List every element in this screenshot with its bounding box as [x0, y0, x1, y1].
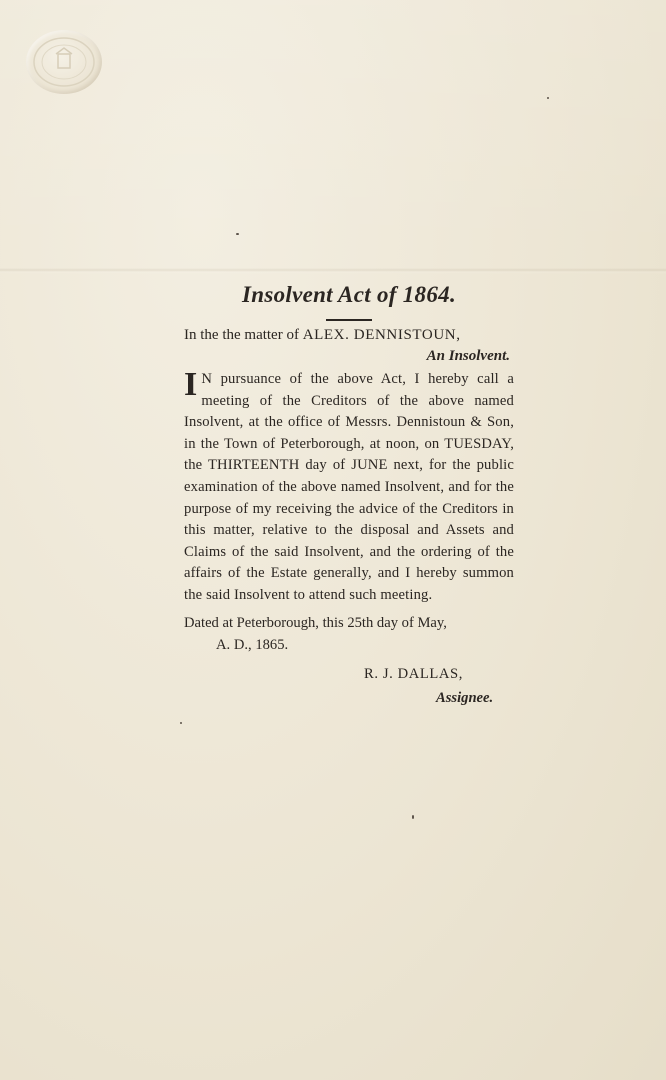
matter-line: [184, 326, 514, 345]
insolvency-notice: [184, 282, 514, 709]
dated-line: Dated at Peterborough, this 25th day of May,: [184, 614, 447, 631]
title-divider: [326, 319, 372, 321]
signatory-name: R. J. DALLAS,: [364, 665, 464, 682]
embossed-seal: [26, 30, 102, 94]
paper-speck: [236, 233, 239, 235]
insolvent-label: An Insolvent.: [426, 348, 510, 364]
paper-speck: [547, 97, 549, 99]
seal-emblem-icon: [26, 30, 102, 94]
notice-title: Insolvent Act of 1864.: [241, 282, 457, 307]
signatory-title: Assignee.: [436, 689, 494, 706]
drop-cap: I: [184, 366, 198, 403]
matter-prefix: In the the matter of: [184, 327, 303, 343]
notice-body: [184, 366, 514, 607]
year-line: A. D., 1865.: [216, 636, 289, 653]
paper-speck: [180, 722, 182, 724]
insolvent-name: ALEX. DENNISTOUN,: [302, 327, 461, 343]
paper-speck: [412, 815, 414, 819]
notice-body-text: N pursuance of the above Act, I hereby call a meeting of the Creditors of the above named Insolvent, at the office of Messrs. Dennistoun & Son, in the Town of Peterborough, at noon, on TUESDAY, the THIRTEENTH day of JUNE next, for the public examination of the above named Insolvent, and for the purpose of my receiving the advice of the Creditors in this matter, relative to the disposal and Assets and Claims of the said Insolvent, and the ordering of the affairs of the Estate generally, and I hereby summon the said Insolvent to attend such meeting.: [184, 371, 514, 603]
